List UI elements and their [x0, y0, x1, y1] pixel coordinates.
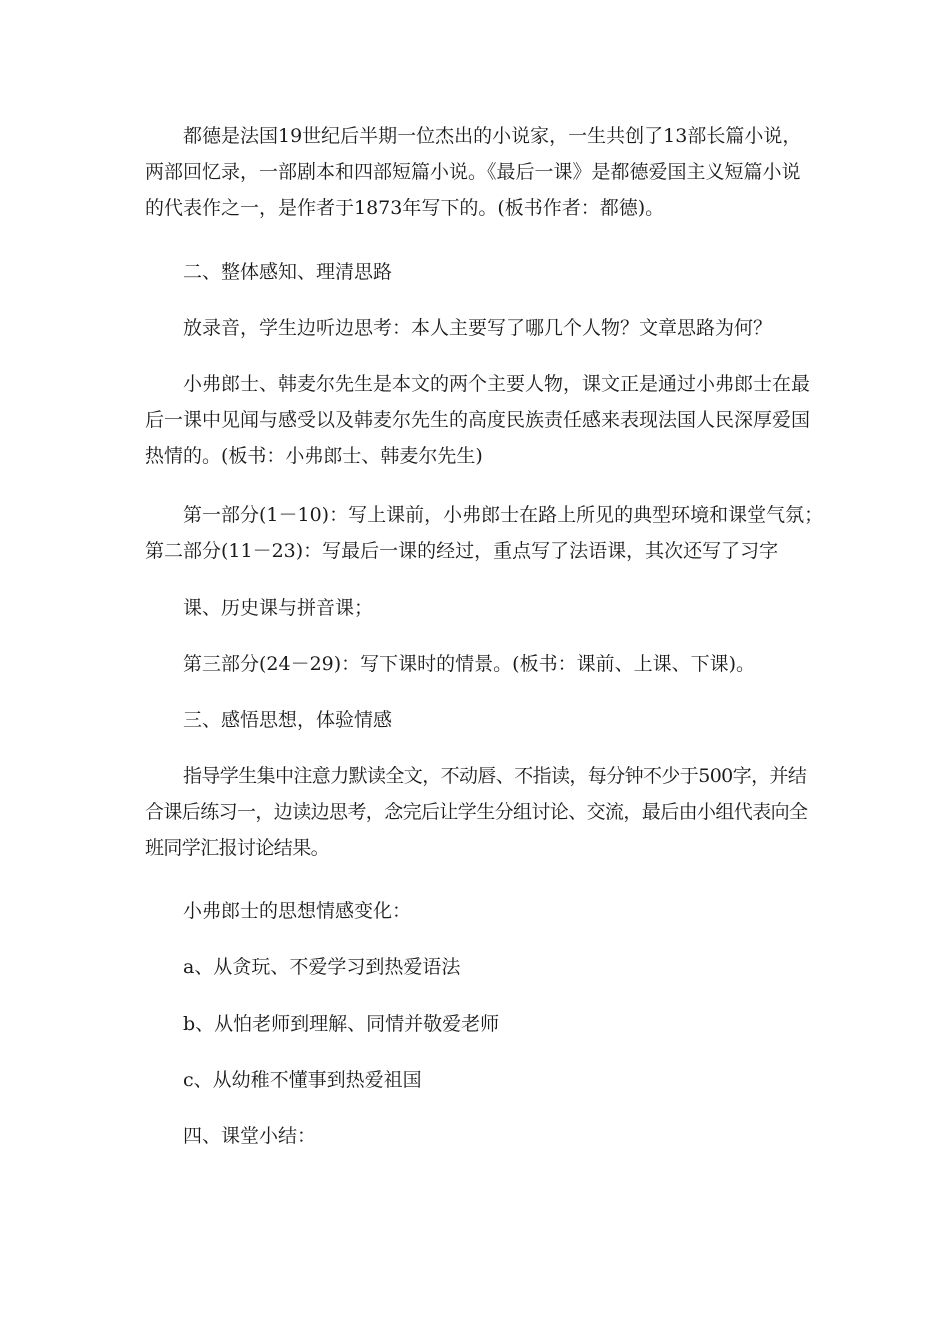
paragraph-emotional-change: 小弗郎士的思想情感变化： — [183, 900, 412, 922]
paragraph-part-two-continued: 课、历史课与拼音课； — [183, 597, 374, 619]
paragraph-author-intro: 都德是法国19世纪后半期一位杰出的小说家，一生共创了13部长篇小说，两部回忆录，一部剧本和四部短篇小说。《最后一课》是都德爱国主义短篇小说的代表作之一，是作者于1873年写下的。(板书作者：都德)。 — [145, 125, 802, 219]
list-item-c: c、从幼稚不懂事到热爱祖国 — [183, 1069, 422, 1091]
paragraph-part-two: 第二部分(11－23)：写最后一课的经过，重点写了法语课，其次还写了习字 — [145, 540, 779, 562]
section-heading-4: 四、课堂小结： — [183, 1125, 317, 1147]
section-heading-2: 二、整体感知、理清思路 — [183, 261, 393, 283]
paragraph-part-three: 第三部分(24－29)：写下课时的情景。(板书：课前、上课、下课)。 — [183, 653, 756, 675]
list-item-b: b、从怕老师到理解、同情并敬爱老师 — [183, 1013, 500, 1035]
paragraph-listen-recording: 放录音，学生边听边思考：本人主要写了哪几个人物？文章思路为何？ — [183, 317, 773, 339]
paragraph-part-one: 第一部分(1－10)：写上课前，小弗郎士在路上所见的典型环境和课堂气氛； — [183, 504, 824, 526]
section-heading-3: 三、感悟思想，体验情感 — [183, 709, 393, 731]
paragraph-main-characters: 小弗郎士、韩麦尔先生是本文的两个主要人物，课文正是通过小弗郎士在最后一课中见闻与感受以及韩麦尔先生的高度民族责任感来表现法国人民深厚爱国热情的。(板书：小弗郎士、韩麦尔先生) — [145, 373, 811, 467]
list-item-a: a、从贪玩、不爱学习到热爱语法 — [183, 956, 461, 978]
paragraph-silent-reading: 指导学生集中注意力默读全文，不动唇、不指读，每分钟不少于500字，并结合课后练习一，边读边思考，念完后让学生分组讨论、交流，最后由小组代表向全班同学汇报讨论结果。 — [145, 765, 808, 859]
